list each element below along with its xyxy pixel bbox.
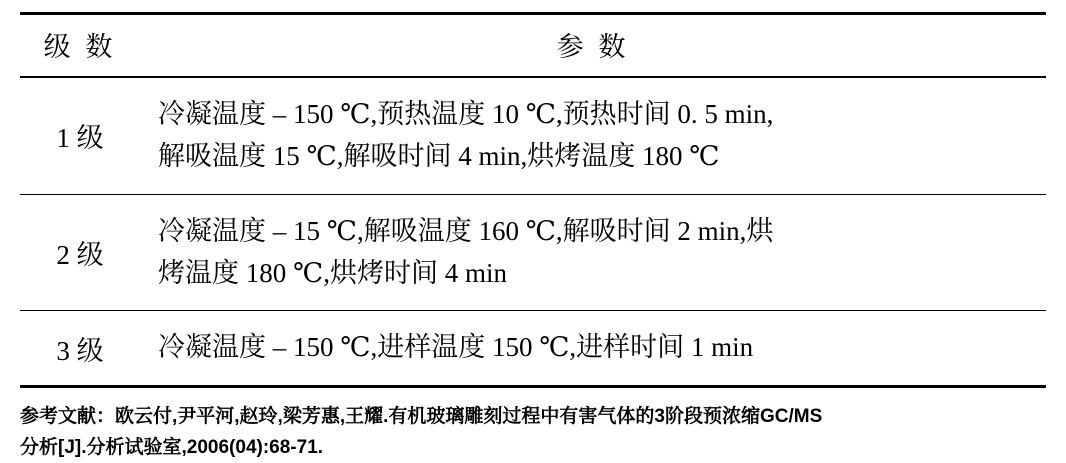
parameters-line: 冷凝温度 – 150 ℃,进样温度 150 ℃,进样时间 1 min (158, 332, 754, 363)
parameters-text (140, 77, 1046, 194)
reference-block (20, 402, 1046, 463)
parameters-line: 冷凝温度 – 150 ℃,预热温度 10 ℃,预热时间 0. 5 min, (158, 99, 774, 129)
parameters-table (20, 12, 1046, 388)
parameters-line: 烤温度 180 ℃,烘烤时间 4 min (158, 257, 507, 288)
table-row (20, 77, 1046, 194)
reference-line-1: 参考文献：欧云付,尹平河,赵玲,梁芳惠,王耀.有机玻璃雕刻过程中有害气体的3阶段预浓缩GC/MS (20, 406, 823, 428)
table-row (20, 194, 1046, 310)
parameters-text (140, 311, 1046, 385)
parameters-line: 冷凝温度 – 15 ℃,解吸温度 160 ℃,解吸时间 2 min,烘 (158, 215, 774, 246)
level-label: 3 级 (56, 335, 104, 366)
document-page (0, 12, 1066, 462)
parameters-text (140, 194, 1046, 310)
level-label: 2 级 (56, 240, 104, 271)
table-header-row (20, 14, 1046, 78)
level-label: 1 级 (56, 123, 104, 154)
reference-line-2: 分析[J].分析试验室,2006(04):68-71. (20, 436, 324, 458)
table-row (20, 311, 1046, 385)
column-header-level: 级 数 (20, 14, 140, 78)
column-header-parameters: 参 数 (140, 14, 1046, 78)
parameters-line: 解吸温度 15 ℃,解吸时间 4 min,烘烤温度 180 ℃ (158, 140, 720, 171)
table-bottom-rule (20, 385, 1046, 387)
